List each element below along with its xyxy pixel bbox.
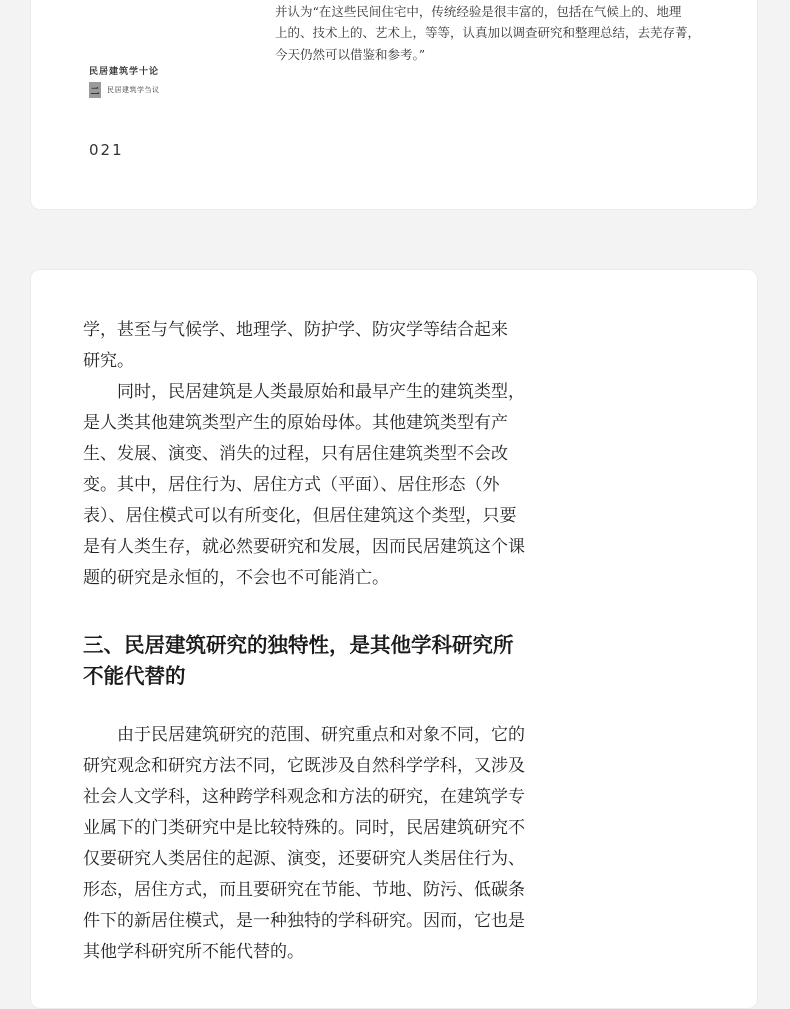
text-line: 是有人类生存，就必然要研究和发展，因而民居建筑这个课 [83,537,525,557]
book-title: 民居建筑学十论 [89,67,160,77]
text-line: 研究观念和研究方法不同，它既涉及自然科学学科，又涉及 [83,756,525,776]
text-line: 学，甚至与气候学、地理学、防护学、防灾学等结合起来 [83,320,508,340]
text-line: 表）、居住模式可以有所变化，但居住建筑这个类型，只要 [83,506,517,526]
text-line: 社会人文学科，这种跨学科观念和方法的研究，在建筑学专 [83,787,525,807]
text-line: 形态，居住方式，而且要研究在节能、节地、防污、低碳条 [83,880,525,900]
heading-line: 不能代替的 [83,664,186,688]
text-line: 其他学科研究所不能代替的。 [83,942,304,962]
text-line: 仅要研究人类居住的起源、演变，还要研究人类居住行为、 [83,849,525,869]
page-card-main [30,269,758,1009]
footnote [275,0,715,65]
body-text-block [83,315,553,594]
page-number: 021 [89,141,124,159]
section-marker [89,82,160,98]
text-line: 业属下的门类研究中是比较特殊的。同时，民居建筑研究不 [83,818,525,838]
section-name: 民居建筑学刍议 [107,86,160,94]
footnote-line: 上的、技术上的、艺术上，等等，认真加以调查研究和整理总结，去芜存菁， [275,25,701,40]
body-text-block [83,720,553,968]
heading-line: 三、民居建筑研究的独特性，是其他学科研究所 [83,633,514,657]
footnote-line: 并认为“在这些民间住宅中，传统经验是很丰富的，包括在气候上的、地理 [275,3,682,19]
text-line: 同时，民居建筑是人类最原始和最早产生的建筑类型， [117,382,525,402]
section-number-badge: 二 [89,82,101,98]
text-line: 变。其中，居住行为、居住方式（平面）、居住形态（外 [83,475,500,495]
text-line: 题的研究是永恒的，不会也不可能消亡。 [83,568,389,588]
text-line: 由于民居建筑研究的范围、研究重点和对象不同，它的 [117,725,525,745]
text-line: 是人类其他建筑类型产生的原始母体。其他建筑类型有产 [83,413,508,433]
text-line: 研究。 [83,351,134,371]
text-line: 生、发展、演变、消失的过程，只有居住建筑类型不会改 [83,444,508,464]
footnote-line: 今天仍然可以借鉴和参考。” [275,46,426,62]
page-card-top [30,0,758,210]
section-heading [83,630,553,692]
text-line: 件下的新居住模式，是一种独特的学科研究。因而，它也是 [83,911,525,931]
